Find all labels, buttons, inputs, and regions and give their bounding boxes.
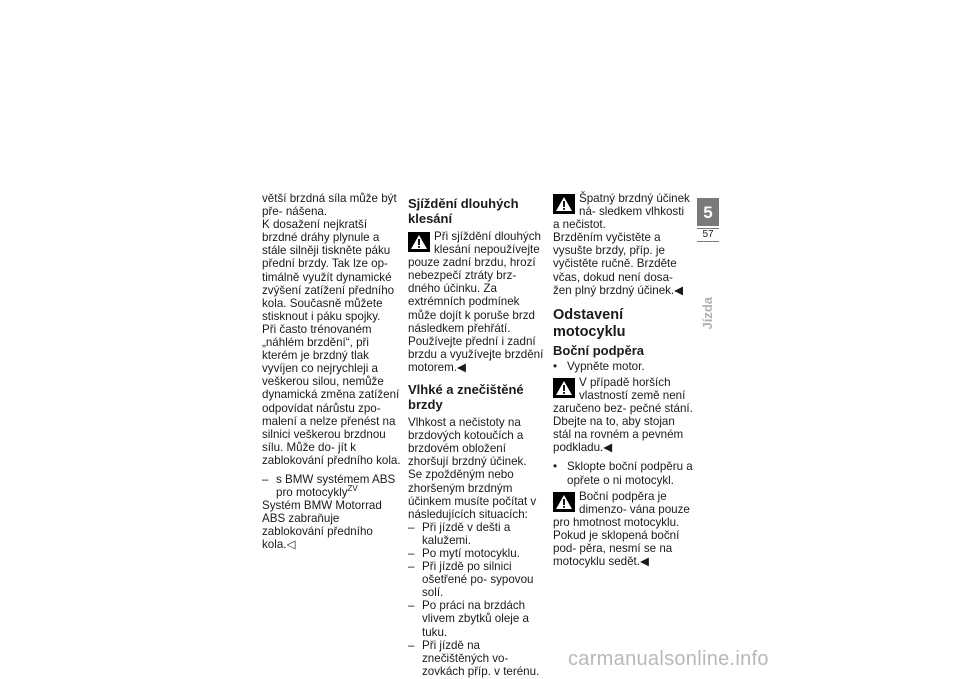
- watermark: carmanualsonline.info: [568, 648, 769, 670]
- superscript: ZV: [347, 484, 358, 494]
- warning-block: [553, 376, 693, 415]
- warning-block: [408, 230, 548, 335]
- column-3: [553, 192, 693, 568]
- paragraph: Se zpožděným nebo zhoršeným brzdným účinkem musíte počítat v následujících situacích:: [408, 468, 537, 521]
- list-item: – Při jízdě v dešti a kalužemi.: [408, 521, 548, 547]
- warning-icon: [553, 194, 575, 214]
- column-1: [262, 192, 402, 552]
- warning-block: [553, 192, 693, 231]
- chapter-number: 5: [703, 203, 713, 222]
- section-heading: Odstavení motocyklu: [553, 306, 626, 340]
- list-item: – Při jízdě po silnici ošetřené po- sypovou solí.: [408, 560, 548, 599]
- warning-text: Při sjíždění dlouhých klesání nepoužívejte pouze zadní brzdu, hrozí nebezpečí ztráty brz- dného účinku. Za extrémních podmínek může dojít k poruše brzd následkem přehřátí.: [408, 230, 541, 335]
- bullet-icon: •: [553, 460, 558, 474]
- section-heading: Sjíždění dlouhých klesání: [408, 196, 519, 226]
- bullet-text: Vypněte motor.: [567, 359, 645, 373]
- chapter-title: Jízda: [700, 297, 715, 330]
- paragraph: Používejte přední i zadní brzdu a využívejte brzdění motorem.◀: [408, 334, 544, 374]
- warning-text: V případě horších vlastností země není zaručeno bez- pečné stání.: [553, 375, 693, 416]
- warning-icon: [553, 492, 575, 512]
- warning-text: Boční podpěra je dimenzo- vána pouze pro hmotnost motocyklu.: [553, 489, 690, 529]
- subsection-heading: Boční podpěra: [553, 342, 645, 358]
- bullet-item: [553, 460, 693, 486]
- warning-text: Špatný brzdný účinek ná- sledkem vlhkosti a nečistot.: [553, 192, 690, 232]
- paragraph: Dbejte na to, aby stojan stál na rovném a pevném podkladu.◀: [553, 415, 684, 455]
- warning-block: [553, 490, 693, 529]
- bullet-text: Sklopte boční podpěru a opřete o ni motocykl.: [567, 460, 693, 487]
- list-item: – Po práci na brzdách vlivem zbytků oleje a tuku.: [408, 599, 548, 638]
- list-item-text: s BMW systémem ABS pro motocykly: [276, 472, 396, 500]
- paragraph: K dosažení nejkratší brzdné dráhy plynule a stále silněji tiskněte páku přední brzdy. Tak lze op- timálně využít dynamické zvýšení zatížení předního kola. Současně můžete stisknout i páku spojky.: [262, 218, 395, 323]
- list-item: [262, 473, 402, 499]
- paragraph: Brzděním vyčistěte a vysušte brzdy, příp. je vyčistěte ručně. Brzděte včas, dokud není dosa- žen plný brzdný účinek.◀: [553, 231, 684, 297]
- warning-icon: [553, 378, 575, 398]
- paragraph: Systém BMW Motorrad ABS zabraňuje zablokování předního kola.◁: [262, 499, 382, 552]
- list-item: – Po mytí motocyklu.: [408, 547, 548, 560]
- warning-icon: [408, 232, 430, 252]
- section-heading: Vlhké a znečištěné brzdy: [408, 382, 524, 413]
- bullet-icon: •: [553, 359, 558, 373]
- page-number: 57: [697, 229, 719, 241]
- list-item: – Při jízdě na znečištěných vo- zovkách příp. v terénu.: [408, 639, 548, 678]
- paragraph: větší brzdná síla může být pře- nášena.: [262, 192, 397, 219]
- paragraph: Při často trénovaném „náhlém brzdění“, při kterém je brzdný tlak vyvíjen co nejrychleji a veškerou silou, nemůže dynamická změna zatížení odpovídat nárůstu zpo- malení a nelze přenést na silnici veškerou brzdnou sílu. Může do- jít k zablokování předního kola.: [262, 322, 401, 467]
- column-2: [408, 192, 548, 678]
- paragraph: Vlhkost a nečistoty na brzdových kotoučích a brzdovém obložení zhoršují brzdný účinek.: [408, 416, 527, 469]
- paragraph: Pokud je sklopená boční pod- pěra, nesmí se na motocyklu sedět.◀: [553, 528, 680, 569]
- divider: [697, 226, 719, 228]
- bullet-item: [553, 360, 693, 373]
